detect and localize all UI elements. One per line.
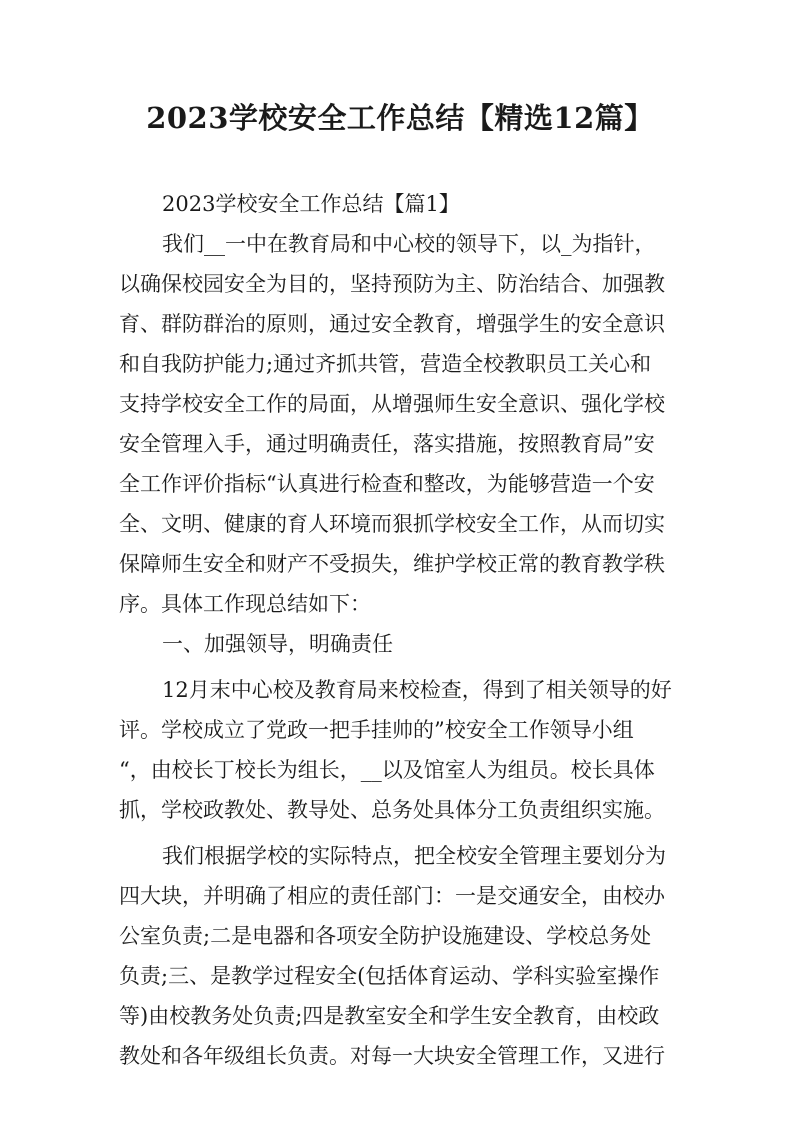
body-line: “，由校长丁校长为组长，__以及馆室人为组员。校长具体 [119, 758, 655, 782]
body-line: 四大块，并明确了相应的责任部门：一是交通安全，由校办 [119, 884, 665, 908]
document-body [119, 184, 691, 1076]
body-line: 2023学校安全工作总结【篇1】 [162, 192, 460, 216]
body-line: 序。具体工作现总结如下： [119, 592, 371, 616]
body-line: 12月末中心校及教育局来校检查，得到了相关领导的好 [162, 678, 672, 702]
body-line: 负责;三、是教学过程安全(包括体育运动、学科实验室操作 [119, 964, 660, 988]
body-line: 我们__一中在教育局和中心校的领导下，以_为指针， [162, 232, 656, 256]
body-line: 和自我防护能力;通过齐抓共管，营造全校教职员工关心和 [119, 352, 652, 376]
body-line: 全工作评价指标“认真进行检查和整改，为能够营造一个安 [119, 472, 655, 496]
body-line: 我们根据学校的实际特点，把全校安全管理主要划分为 [162, 844, 666, 868]
body-line: 公室负责;二是电器和各项安全防护设施建设、学校总务处 [119, 924, 652, 948]
document-title: 2023学校安全工作总结【精选12篇】 [146, 101, 654, 135]
body-line: 抓，学校政教处、教导处、总务处具体分工负责组织实施。 [119, 798, 665, 822]
body-line: 一、加强领导，明确责任 [162, 632, 393, 656]
body-line: 教处和各年级组长负责。对每一大块安全管理工作，又进行 [119, 1044, 665, 1068]
body-line: 支持学校安全工作的局面，从增强师生安全意识、强化学校 [119, 392, 665, 416]
body-line: 全、文明、健康的育人环境而狠抓学校安全工作，从而切实 [119, 512, 665, 536]
body-line: 保障师生安全和财产不受损失，维护学校正常的教育教学秩 [119, 552, 665, 576]
body-line: 安全管理入手，通过明确责任，落实措施，按照教育局”安 [119, 432, 655, 456]
body-line: 以确保校园安全为目的，坚持预防为主、防治结合、加强教 [119, 272, 665, 296]
body-line: 评。学校成立了党政一把手挂帅的”校安全工作领导小组 [119, 718, 634, 742]
body-line: 等)由校教务处负责;四是教室安全和学生安全教育，由校政 [119, 1004, 660, 1028]
body-line: 育、群防群治的原则，通过安全教育，增强学生的安全意识 [119, 312, 665, 336]
